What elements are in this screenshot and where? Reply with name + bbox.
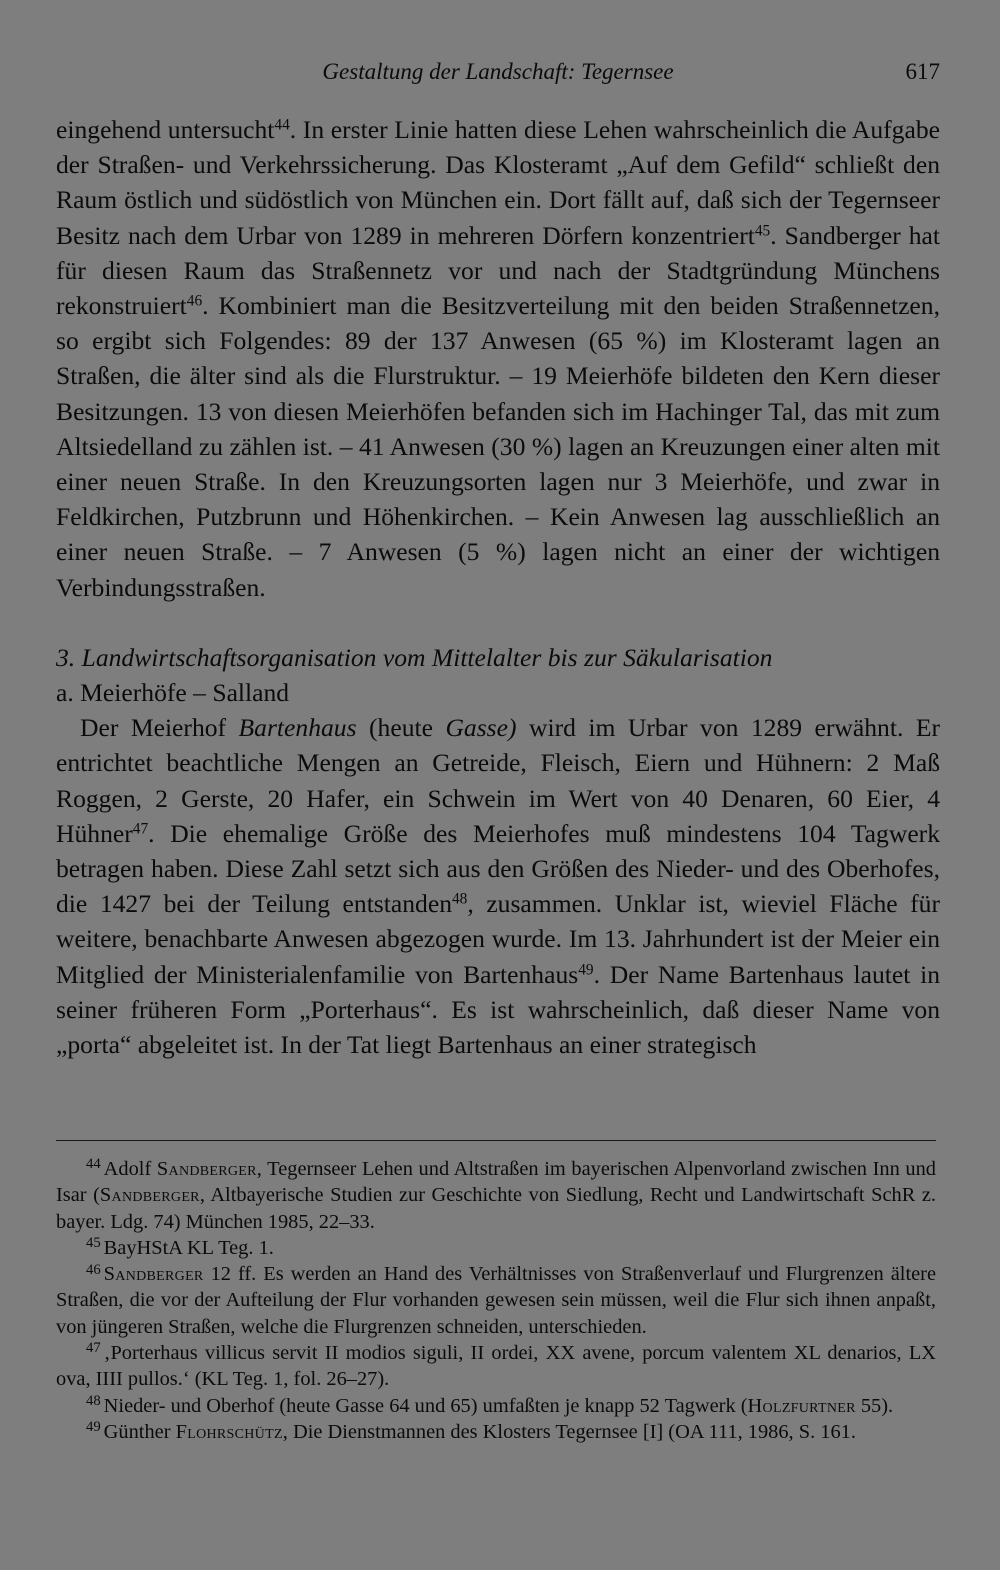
text-run: (heute bbox=[356, 713, 446, 743]
author-name: Holzfurtner bbox=[747, 1394, 856, 1417]
text-run: . Sandberger hat für diesen Raum das Straßennetz vor und nach der Stadtgründung Münchens rekonstruiert bbox=[56, 220, 940, 321]
footnote-ref-45: 45 bbox=[754, 222, 771, 240]
footnote-ref-47: 47 bbox=[132, 820, 149, 838]
subsection-heading: a. Meierhöfe – Salland bbox=[56, 678, 290, 708]
body-paragraph bbox=[56, 112, 940, 605]
footnote-48 bbox=[56, 1393, 936, 1419]
footnote-text: Nieder- und Oberhof (heute Gasse 64 und 65) umfaßten je knapp 52 Tagwerk ( bbox=[103, 1394, 748, 1417]
footnote-text: , Tegernseer Lehen und Altstraßen im bayerischen Alpenvorland zwischen Inn und Isar ( bbox=[56, 1158, 936, 1207]
author-name: Sandberger bbox=[103, 1263, 204, 1286]
footnote-46 bbox=[56, 1261, 936, 1340]
footnote-text: 12 ff. Es werden an Hand des Verhältnisses von Straßenverlauf und Flurgrenzen ältere Straßen, die vor der Aufteilung der Flur vorhanden gewesen sein müssen, weil die Flur sich ihnen anpaßt, von jüngeren Straßen, welche die Flurgrenzen schneiden, unterschieden. bbox=[56, 1263, 936, 1338]
footnote-number: 46 bbox=[86, 1261, 101, 1278]
footnote-number: 49 bbox=[86, 1419, 101, 1436]
footnote-number: 48 bbox=[86, 1393, 101, 1410]
footnote-number: 47 bbox=[86, 1340, 101, 1357]
footnote-text: BayHStA KL Teg. 1. bbox=[103, 1236, 274, 1259]
text-run: . Die ehemalige Größe des Meierhofes muß mindestens 104 Tagwerk betragen haben. Diese Zahl setzt sich aus den Größen des Nieder- und des Oberhofes, die 1427 bei der Teilung entstanden bbox=[56, 818, 940, 919]
page-number: 617 bbox=[905, 59, 940, 84]
place-name: Gasse) bbox=[445, 713, 517, 743]
footnote-text: ‚Porterhaus villicus servit II modios siguli, II ordei, XX avene, porcum valentem XL denarios, LX ova, IIII pullos.‘ (KL Teg. 1, fol. 26–27). bbox=[56, 1342, 936, 1391]
text-run: . Kombiniert man die Besitzverteilung mit den beiden Straßennetzen, so ergibt sich Folgendes: 89 der 137 Anwesen (65 %) im Klosteramt lagen an Straßen, die älter sind als die Flurstruktur. – 19 Meierhöfe bildeten den Kern dieser Besitzungen. 13 von diesen Meierhöfen befanden sich im Hachinger Tal, das mit zum Altsiedelland zu zählen ist. – 41 Anwesen (30 %) lagen an Kreuzungen einer alten mit einer neuen Straße. In den Kreuzungsorten lagen nur 3 Meierhöfe, und zwar in Feldkirchen, Putzbrunn und Höhenkirchen. – Kein Anwesen lag ausschließlich an einer neuen Straße. – 7 Anwesen (5 %) lagen nicht an einer der wichtigen Verbindungsstraßen. bbox=[56, 291, 940, 602]
footnotes bbox=[56, 1156, 936, 1445]
place-name: Bartenhaus bbox=[238, 713, 357, 743]
text-run: eingehend untersucht bbox=[56, 115, 275, 144]
footnote-divider bbox=[56, 1140, 936, 1141]
footnote-text: 55). bbox=[855, 1394, 894, 1417]
author-name: Sandberger bbox=[156, 1158, 257, 1180]
footnote-text: Adolf bbox=[103, 1158, 157, 1180]
footnote-text: , Altbayerische Studien zur Geschichte von Siedlung, Recht und Landwirtschaft SchR z. bayer. Ldg. 74) München 1985, 22–33. bbox=[56, 1184, 936, 1233]
text-run: , zusammen. Unklar ist, wieviel Fläche für weitere, benachbarte Anwesen abgezogen wurde. Im 13. Jahrhundert ist der Meier ein Mitglied der Ministerialenfamilie von Bartenhaus bbox=[56, 889, 940, 989]
text-run: wird im Urbar von 1289 erwähnt. Er entrichtet beachtliche Mengen an Getreide, Fleisch, Eiern und Hühnern: 2 Maß Roggen, 2 Gerste, 20 Hafer, ein Schwein im Wert von 40 Denaren, 60 Eier, 4 Hühner bbox=[56, 713, 940, 848]
footnote-ref-49: 49 bbox=[578, 961, 594, 979]
footnote-text: , Die Dienstmannen des Klosters Tegernsee [I] (OA 111, 1986, S. 161. bbox=[282, 1420, 856, 1443]
running-title: Gestaltung der Landschaft: Tegernsee bbox=[322, 59, 674, 84]
footnote-45 bbox=[56, 1235, 936, 1261]
footnote-44 bbox=[56, 1156, 936, 1235]
text-run: Der Meierhof bbox=[80, 713, 239, 743]
footnote-ref-44: 44 bbox=[274, 116, 290, 134]
text-run: . In erster Linie hatten diese Lehen wahrscheinlich die Aufgabe der Straßen- und Verkehrssicherung. Das Klosteramt „Auf dem Gefild“ schließt den Raum östlich und südöstlich von München ein. Dort fällt auf, daß sich der Tegernseer Besitz nach dem Urbar von 1289 in mehreren Dörfern konzentriert bbox=[56, 115, 940, 250]
running-head bbox=[56, 56, 940, 88]
text-run: . Der Name Bartenhaus lautet in seiner früheren Form „Porterhaus“. Es ist wahrscheinlich, daß dieser Name von „porta“ abgeleitet ist. In der Tat liegt Bartenhaus an einer strategisch bbox=[56, 959, 941, 1060]
footnote-ref-48: 48 bbox=[452, 890, 468, 908]
footnote-47 bbox=[56, 1340, 936, 1393]
section-heading: 3. Landwirtschaftsorganisation vom Mittelalter bis zur Säkularisation bbox=[56, 642, 773, 672]
footnote-49 bbox=[56, 1419, 936, 1445]
body-paragraph bbox=[56, 710, 940, 1062]
author-name: Sandberger bbox=[99, 1184, 200, 1207]
footnote-ref-46: 46 bbox=[186, 292, 203, 310]
author-name: Flohrschütz bbox=[175, 1420, 283, 1443]
footnote-number: 44 bbox=[86, 1156, 101, 1173]
footnote-number: 45 bbox=[86, 1235, 101, 1252]
body-text bbox=[56, 112, 940, 1062]
footnote-text: Günther bbox=[103, 1420, 176, 1443]
